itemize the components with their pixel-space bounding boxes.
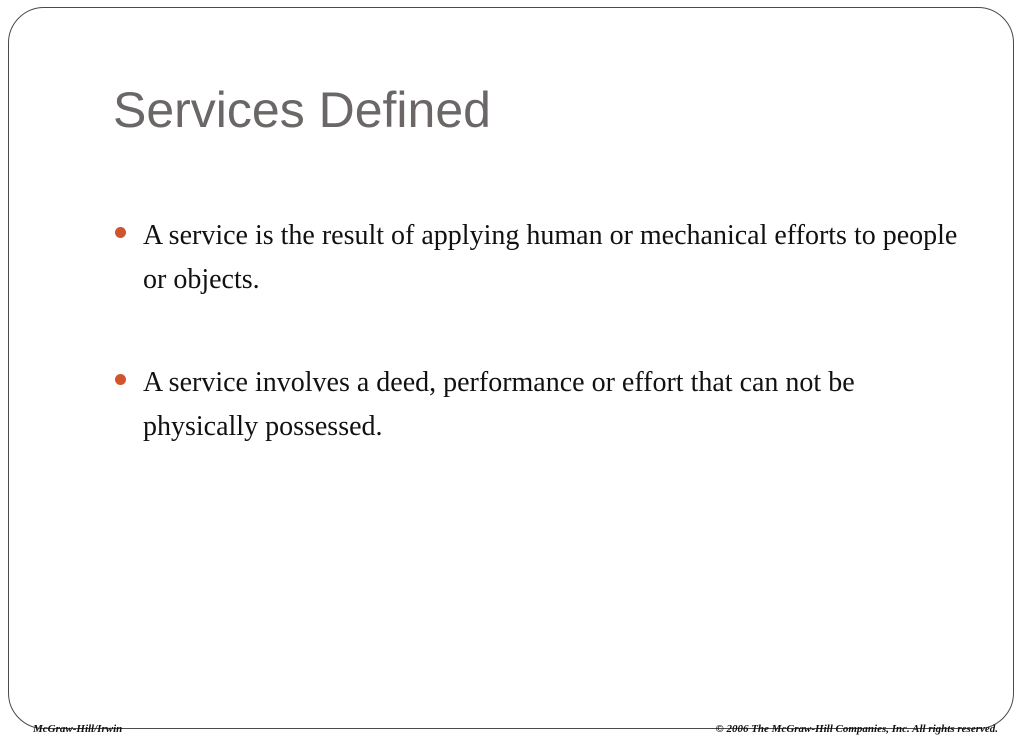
bullet-text: A service involves a deed, performance or effort that can not be physically possessed.: [143, 367, 855, 442]
bullet-item: [115, 361, 975, 449]
bullet-text: A service is the result of applying human or mechanical efforts to people or objects.: [143, 220, 958, 295]
bullet-dot-icon: [115, 227, 126, 238]
footer-publisher: McGraw-Hill/Irwin: [33, 723, 123, 735]
bullet-dot-icon: [115, 374, 126, 385]
slide-title: Services Defined: [113, 82, 491, 138]
bullet-item: [115, 214, 975, 302]
bullet-list: [115, 214, 975, 508]
footer-copyright: © 2006 The McGraw-Hill Companies, Inc. All rights reserved.: [715, 723, 998, 735]
